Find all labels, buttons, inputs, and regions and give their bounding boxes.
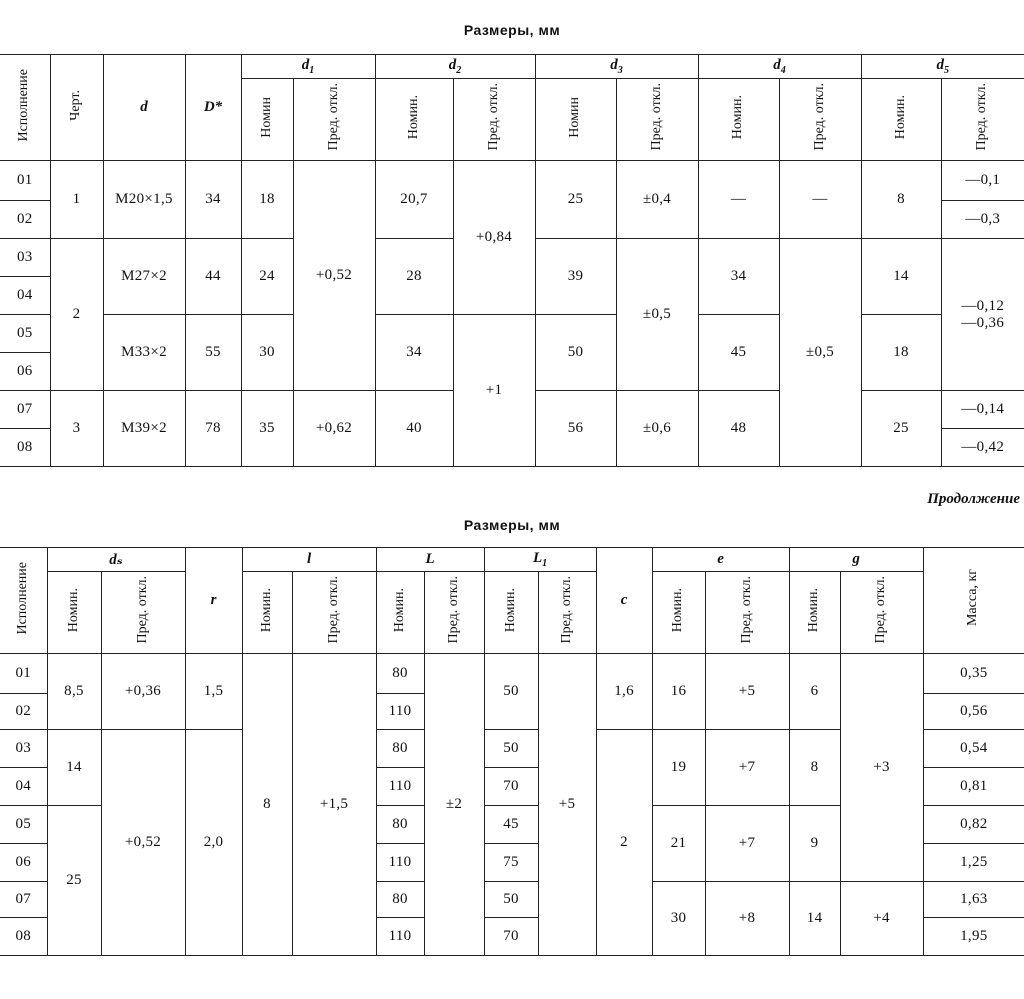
header-L-pred: Пред. откл. bbox=[424, 572, 484, 654]
l-nom-cell: 8 bbox=[242, 654, 292, 956]
d1-pred-cell: +0,52 bbox=[293, 161, 375, 391]
d4-nom-cell: 48 bbox=[698, 391, 779, 467]
d-cell: M39×2 bbox=[103, 391, 185, 467]
d5-nom-cell: 14 bbox=[861, 239, 941, 315]
chert-cell: 1 bbox=[50, 161, 103, 239]
header-L1-pred: Пред. откл. bbox=[538, 572, 596, 654]
e-pred-cell: +7 bbox=[705, 730, 789, 806]
isp-cell: 01 bbox=[0, 161, 50, 201]
e-pred-cell: +7 bbox=[705, 806, 789, 882]
d2-pred-cell: +0,84 bbox=[453, 161, 535, 315]
header-g: g bbox=[789, 548, 923, 572]
D-cell: 55 bbox=[185, 315, 241, 391]
g-pred-cell: +3 bbox=[840, 654, 923, 882]
header-ds: dₛ bbox=[47, 548, 185, 572]
d5-nom-cell: 8 bbox=[861, 161, 941, 239]
ds-nom-cell: 25 bbox=[47, 806, 101, 956]
d5-pred-cell: —0,42 bbox=[941, 429, 1024, 467]
g-pred-cell: +4 bbox=[840, 882, 923, 956]
header-ispolnenie: Исполнение bbox=[0, 548, 47, 654]
isp-cell: 05 bbox=[0, 806, 47, 844]
d-cell: M20×1,5 bbox=[103, 161, 185, 239]
L1-pred-cell: +5 bbox=[538, 654, 596, 956]
dimensions-table-1 bbox=[0, 54, 1024, 467]
d4-nom-cell: — bbox=[698, 161, 779, 239]
d2-nom-cell: 20,7 bbox=[375, 161, 453, 239]
L-nom-cell: 80 bbox=[376, 730, 424, 768]
L-nom-cell: 110 bbox=[376, 918, 424, 956]
d3-nom-cell: 56 bbox=[535, 391, 616, 467]
header-d1-nomin: Номин bbox=[241, 79, 293, 161]
L-nom-cell: 80 bbox=[376, 654, 424, 694]
isp-cell: 05 bbox=[0, 315, 50, 353]
L1-nom-cell: 50 bbox=[484, 882, 538, 918]
L1-nom-cell: 45 bbox=[484, 806, 538, 844]
d4-nom-cell: 34 bbox=[698, 239, 779, 315]
table2-title: Размеры, мм bbox=[463, 517, 561, 533]
d5-nom-cell: 25 bbox=[861, 391, 941, 467]
D-cell: 34 bbox=[185, 161, 241, 239]
header-d2: $d_2$ bbox=[375, 55, 535, 79]
header-d5-pred: Пред. откл. bbox=[941, 79, 1024, 161]
L1-nom-cell: 50 bbox=[484, 654, 538, 730]
massa-cell: 0,35 bbox=[923, 654, 1024, 694]
e-nom-cell: 21 bbox=[652, 806, 705, 882]
d4-pred-cell: ±0,5 bbox=[779, 239, 861, 467]
massa-cell: 1,95 bbox=[923, 918, 1024, 956]
isp-cell: 01 bbox=[0, 654, 47, 694]
header-L-nomin: Номин. bbox=[376, 572, 424, 654]
d3-pred-cell: ±0,5 bbox=[616, 239, 698, 391]
ds-nom-cell: 14 bbox=[47, 730, 101, 806]
L-nom-cell: 110 bbox=[376, 694, 424, 730]
d3-pred-cell: ±0,6 bbox=[616, 391, 698, 467]
d1-nom-cell: 35 bbox=[241, 391, 293, 467]
L1-nom-cell: 50 bbox=[484, 730, 538, 768]
header-d1-pred: Пред. откл. bbox=[293, 79, 375, 161]
header-d5-nomin: Номин. bbox=[861, 79, 941, 161]
header-r: r bbox=[185, 548, 242, 654]
d1-nom-cell: 24 bbox=[241, 239, 293, 315]
c-cell: 1,6 bbox=[596, 654, 652, 730]
d2-nom-cell: 34 bbox=[375, 315, 453, 391]
c-cell: 2 bbox=[596, 730, 652, 956]
header-d2-nomin: Номин. bbox=[375, 79, 453, 161]
d4-pred-cell: — bbox=[779, 161, 861, 239]
L1-nom-cell: 70 bbox=[484, 918, 538, 956]
isp-cell: 07 bbox=[0, 391, 50, 429]
header-chert: Черт. bbox=[50, 55, 103, 161]
d1-nom-cell: 30 bbox=[241, 315, 293, 391]
massa-cell: 0,81 bbox=[923, 768, 1024, 806]
isp-cell: 04 bbox=[0, 277, 50, 315]
header-d5: $d_5$ bbox=[861, 55, 1024, 79]
table1-title: Размеры, мм bbox=[463, 22, 561, 38]
e-pred-cell: +5 bbox=[705, 654, 789, 730]
header-l-nomin: Номин. bbox=[242, 572, 292, 654]
isp-cell: 04 bbox=[0, 768, 47, 806]
d5-nom-cell: 18 bbox=[861, 315, 941, 391]
massa-cell: 0,54 bbox=[923, 730, 1024, 768]
ds-pred-cell: +0,36 bbox=[101, 654, 185, 730]
isp-cell: 08 bbox=[0, 918, 47, 956]
d3-pred-cell: ±0,4 bbox=[616, 161, 698, 239]
header-c: c bbox=[596, 548, 652, 654]
header-D: D* bbox=[185, 55, 241, 161]
d2-nom-cell: 28 bbox=[375, 239, 453, 315]
d2-nom-cell: 40 bbox=[375, 391, 453, 467]
g-nom-cell: 8 bbox=[789, 730, 840, 806]
header-d3-nomin: Номин bbox=[535, 79, 616, 161]
header-L1: $L_1$ bbox=[484, 548, 596, 572]
massa-cell: 0,82 bbox=[923, 806, 1024, 844]
header-g-pred: Пред. откл. bbox=[840, 572, 923, 654]
d3-nom-cell: 39 bbox=[535, 239, 616, 315]
header-ds-nomin: Номин. bbox=[47, 572, 101, 654]
L-nom-cell: 110 bbox=[376, 768, 424, 806]
header-massa: Масса, кг bbox=[923, 548, 1024, 654]
ds-nom-cell: 8,5 bbox=[47, 654, 101, 730]
chert-cell: 2 bbox=[50, 239, 103, 391]
header-d3-pred: Пред. откл. bbox=[616, 79, 698, 161]
isp-cell: 02 bbox=[0, 201, 50, 239]
massa-cell: 0,56 bbox=[923, 694, 1024, 730]
d2-pred-cell: +1 bbox=[453, 315, 535, 467]
l-pred-cell: +1,5 bbox=[292, 654, 376, 956]
isp-cell: 03 bbox=[0, 239, 50, 277]
header-ispolnenie: Исполнение bbox=[0, 55, 50, 161]
header-d4: $d_4$ bbox=[698, 55, 861, 79]
g-nom-cell: 14 bbox=[789, 882, 840, 956]
D-cell: 78 bbox=[185, 391, 241, 467]
d1-pred-cell: +0,62 bbox=[293, 391, 375, 467]
g-nom-cell: 6 bbox=[789, 654, 840, 730]
header-d: d bbox=[103, 55, 185, 161]
d-cell: M33×2 bbox=[103, 315, 185, 391]
d5-pred-cell: —0,3 bbox=[941, 201, 1024, 239]
massa-cell: 1,63 bbox=[923, 882, 1024, 918]
isp-cell: 03 bbox=[0, 730, 47, 768]
L1-nom-cell: 70 bbox=[484, 768, 538, 806]
header-L1-nomin: Номин. bbox=[484, 572, 538, 654]
massa-cell: 1,25 bbox=[923, 844, 1024, 882]
header-e-pred: Пред. откл. bbox=[705, 572, 789, 654]
D-cell: 44 bbox=[185, 239, 241, 315]
header-l-pred: Пред. откл. bbox=[292, 572, 376, 654]
L-nom-cell: 80 bbox=[376, 806, 424, 844]
isp-cell: 02 bbox=[0, 694, 47, 730]
d3-nom-cell: 25 bbox=[535, 161, 616, 239]
L-nom-cell: 110 bbox=[376, 844, 424, 882]
e-pred-cell: +8 bbox=[705, 882, 789, 956]
header-d3: $d_3$ bbox=[535, 55, 698, 79]
L1-nom-cell: 75 bbox=[484, 844, 538, 882]
header-l: l bbox=[242, 548, 376, 572]
r-cell: 2,0 bbox=[185, 730, 242, 956]
header-e: e bbox=[652, 548, 789, 572]
d3-nom-cell: 50 bbox=[535, 315, 616, 391]
e-nom-cell: 30 bbox=[652, 882, 705, 956]
header-ds-pred: Пред. откл. bbox=[101, 572, 185, 654]
d-cell: M27×2 bbox=[103, 239, 185, 315]
header-d4-pred: Пред. откл. bbox=[779, 79, 861, 161]
dimensions-table-2 bbox=[0, 547, 1024, 956]
continuation-label: Продолжение bbox=[927, 491, 1020, 507]
d5-pred-cell: —0,14 bbox=[941, 391, 1024, 429]
header-d2-pred: Пред. откл. bbox=[453, 79, 535, 161]
e-nom-cell: 19 bbox=[652, 730, 705, 806]
header-d4-nomin: Номин. bbox=[698, 79, 779, 161]
d5-pred-cell: —0,1 bbox=[941, 161, 1024, 201]
isp-cell: 06 bbox=[0, 844, 47, 882]
r-cell: 1,5 bbox=[185, 654, 242, 730]
L-nom-cell: 80 bbox=[376, 882, 424, 918]
ds-pred-cell: +0,52 bbox=[101, 730, 185, 956]
isp-cell: 08 bbox=[0, 429, 50, 467]
d4-nom-cell: 45 bbox=[698, 315, 779, 391]
isp-cell: 06 bbox=[0, 353, 50, 391]
header-L: L bbox=[376, 548, 484, 572]
header-g-nomin: Номин. bbox=[789, 572, 840, 654]
header-e-nomin: Номин. bbox=[652, 572, 705, 654]
header-d1: $d_1$ bbox=[241, 55, 375, 79]
chert-cell: 3 bbox=[50, 391, 103, 467]
d1-nom-cell: 18 bbox=[241, 161, 293, 239]
d5-pred-cell: —0,12 —0,36 bbox=[941, 239, 1024, 391]
g-nom-cell: 9 bbox=[789, 806, 840, 882]
L-pred-cell: ±2 bbox=[424, 654, 484, 956]
e-nom-cell: 16 bbox=[652, 654, 705, 730]
isp-cell: 07 bbox=[0, 882, 47, 918]
